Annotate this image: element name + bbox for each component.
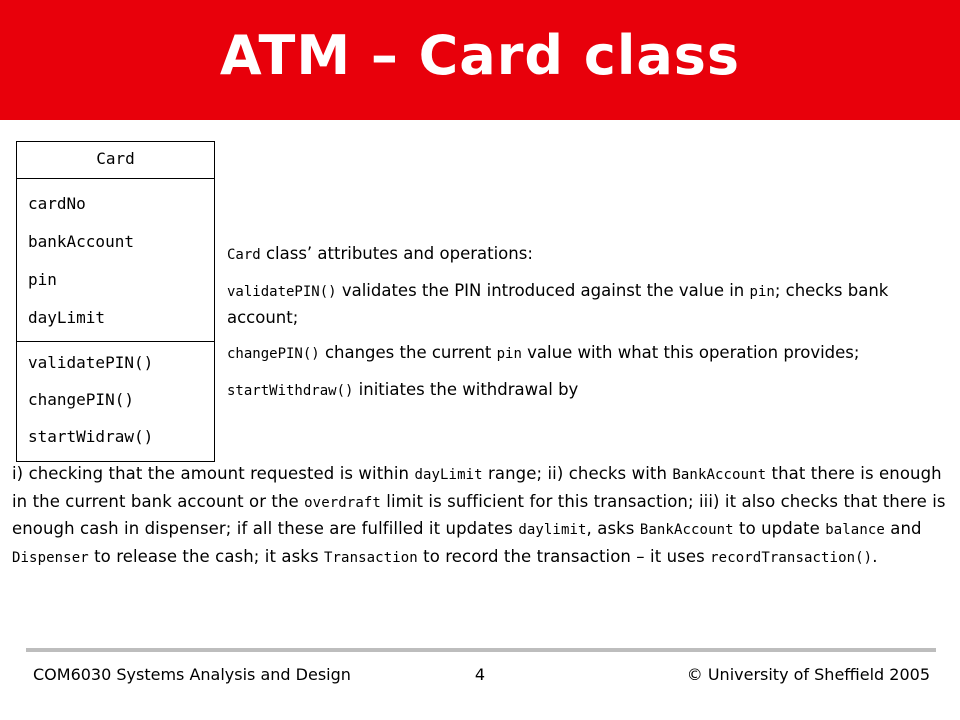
uml-attributes [17,179,214,342]
code-text: validatePIN() [227,284,337,300]
body-text: and [884,519,922,538]
withdrawal-paragraph [12,461,952,571]
code-text: Transaction [324,549,418,566]
validate-pin-description [227,278,955,330]
code-text: balance [825,522,885,538]
uml-attribute: cardNo [28,194,86,213]
change-pin-description [227,340,955,367]
uml-operation: startWidraw() [28,427,154,446]
code-text: recordTransaction() [710,549,873,566]
slide-title: ATM – Card class [219,24,741,87]
code-text: daylimit [518,522,587,538]
body-text: validates the PIN introduced against the value in [336,281,750,300]
uml-operations [17,342,214,461]
body-text: i) checking that the amount requested is within [12,464,415,483]
footer-copyright: © University of Sheffield 2005 [686,665,930,684]
body-text: range; ii) checks with [482,464,673,483]
body-text: ; checks bank account; [227,281,889,327]
code-text: BankAccount [672,467,767,483]
code-text: pin [496,346,522,362]
code-text: overdraft [304,494,381,511]
code-text: BankAccount [639,522,734,538]
body-text: limit is sufficient for this transaction; iii) it also checks that there is enough cash in dispenser; if all these are fulfilled it updates [12,491,946,538]
uml-class-name: Card [17,142,214,179]
code-text: dayLimit [414,467,483,483]
uml-operation: changePIN() [28,390,134,409]
body-text: changes the current [319,343,497,362]
footer-divider [26,648,936,652]
uml-attribute: dayLimit [28,308,106,327]
body-text: , asks [586,519,640,538]
uml-attribute: bankAccount [28,232,134,251]
body-text: that there is enough in the current bank account or the [12,464,942,511]
body-text: to release the cash; it asks [88,546,324,566]
body-text: initiates the withdrawal by [353,380,579,399]
uml-attribute: pin [28,270,57,289]
code-text: pin [749,284,775,300]
page-number: 4 [474,665,486,684]
body-text: to record the transaction – it uses [417,546,711,566]
operations-description [227,241,955,414]
footer-course: COM6030 Systems Analysis and Design [33,665,351,684]
title-banner [0,0,960,120]
code-text: changePIN() [227,346,320,362]
start-withdraw-description [227,377,955,404]
code-text: Card [227,247,261,263]
code-text: Dispenser [12,549,89,566]
intro-line [227,241,955,268]
body-text: to update [733,519,826,538]
uml-operation: validatePIN() [28,353,154,372]
code-text: startWithdraw() [227,383,354,399]
uml-class-box [16,141,215,462]
body-text: . [872,546,878,566]
body-text: class’ attributes and operations: [260,244,533,263]
body-text: value with what this operation provides; [521,343,860,362]
